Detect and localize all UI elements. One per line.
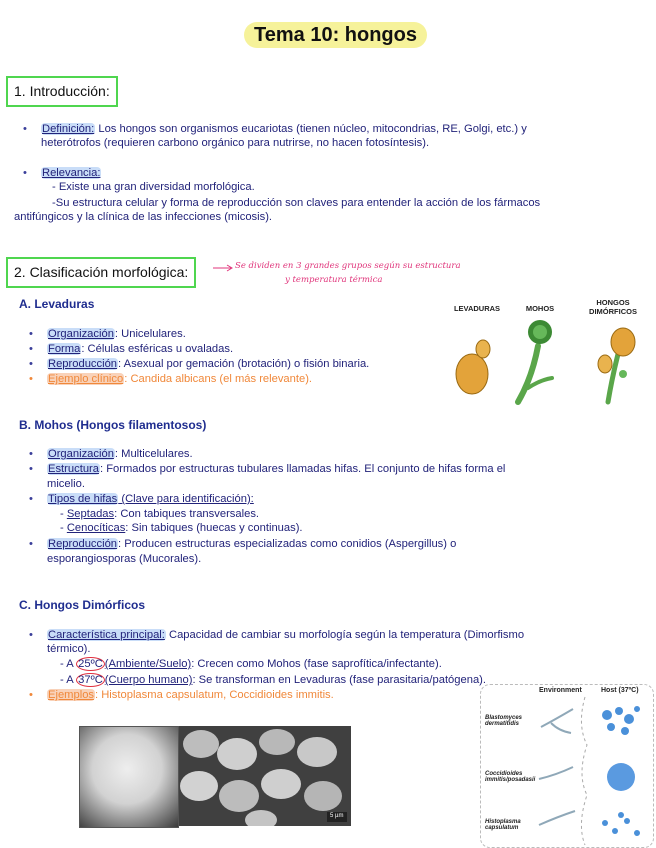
forma-text: : Células esféricas u ovaladas. <box>81 343 234 355</box>
dimorficos-ejemplos <box>29 688 334 703</box>
cenociticas-text: : Sin tabiques (huecas y continuas). <box>125 522 303 534</box>
t25-text: : Crecen como Mohos (fase saprofítica/infectante). <box>191 658 442 670</box>
hifas-septadas: - Septadas: Con tabiques transversales. <box>60 508 260 520</box>
bullet-icon: • <box>29 493 33 505</box>
t37-prefix: - A <box>60 674 77 686</box>
cenociticas-label: Cenocíticas <box>66 522 126 534</box>
diagram-col-host: Host (37ºC) <box>601 687 639 694</box>
levaduras-heading: A. Levaduras <box>19 297 95 311</box>
relevance-line-2: -Su estructura celular y forma de reproducción son claves para entender la acción de los fármacos <box>52 197 541 209</box>
bullet-icon: • <box>29 358 33 370</box>
bullet-icon: • <box>29 629 33 641</box>
bullet-icon: • <box>23 167 27 179</box>
relevance-label: Relevancia: <box>42 167 101 179</box>
bullet-icon: • <box>29 689 33 701</box>
clasif-heading: 2. Clasificación morfológica: <box>6 257 196 288</box>
estructura-label: Estructura <box>48 463 99 475</box>
diagram-row3-a: Histoplasma <box>485 819 521 825</box>
mohos-estructura <box>29 462 607 477</box>
relevance-line-3: antifúngicos y la clínica de las infecciones (micosis). <box>14 211 273 223</box>
diagram-row2-b: immitis/posadasii <box>485 777 536 783</box>
hyphae-icon <box>539 709 575 825</box>
ejemplos-text: : Histoplasma capsulatum, Coccidioides immitis. <box>95 689 334 701</box>
organizacion-text: : Multicelulares. <box>114 448 193 460</box>
bullet-icon: • <box>23 123 27 135</box>
reproduccion-label: Reproducción <box>48 358 118 370</box>
figure-label-levaduras: LEVADURAS <box>453 304 501 313</box>
levaduras-forma <box>29 342 234 357</box>
mold-icon <box>518 320 552 402</box>
septadas-label: Septadas <box>66 508 115 520</box>
scale-bar-label: 5 µm <box>330 813 344 819</box>
yeast-icon <box>456 340 490 394</box>
diagram-graphics <box>481 685 653 847</box>
bullet-icon: • <box>29 448 33 460</box>
dimorficos-25c <box>60 657 442 672</box>
handwritten-note-2: y temperatura térmica <box>285 275 383 285</box>
reproduccion-text: : Producen estructuras especializadas como conidios (Aspergillus) o <box>118 538 457 550</box>
septadas-text: : Con tabiques transversales. <box>114 508 260 520</box>
caracteristica-label: Característica principal: <box>48 629 165 641</box>
dimorficos-37c <box>60 673 486 688</box>
t37-text: : Se transforman en Levaduras (fase parasitaria/patógena). <box>192 674 486 686</box>
ejemplo-text: : Candida albicans (el más relevante). <box>124 373 313 385</box>
figure-label-dimorficos-1: HONGOS <box>596 298 630 307</box>
levaduras-ejemplo <box>29 372 313 387</box>
diagram-row2-a: Coccidioides <box>485 771 523 777</box>
estructura-text: : Formados por estructuras tubulares llamadas hifas. El conjunto de hifas forma el <box>99 463 506 475</box>
bullet-icon: • <box>29 373 33 385</box>
tipos-label: Tipos de hifas <box>48 493 118 505</box>
relevance-line-1: - Existe una gran diversidad morfológica. <box>52 181 255 193</box>
estructura-text-2: micelio. <box>47 478 85 490</box>
mohos-heading: B. Mohos (Hongos filamentosos) <box>19 418 207 432</box>
yeast-colony-photo <box>79 726 179 828</box>
intro-relevance <box>23 166 101 181</box>
page-title: Tema 10: hongos <box>244 22 427 48</box>
diagram-row3-b: capsulatum <box>485 825 519 831</box>
dimorficos-heading: C. Hongos Dimórficos <box>19 598 146 612</box>
reproduccion-text-2: esporangiosporas (Mucorales). <box>47 553 202 565</box>
tipos-text: (Clave para identificación): <box>118 493 254 505</box>
bullet-icon: • <box>29 538 33 550</box>
levaduras-organizacion <box>29 327 186 342</box>
mohos-tipos-hifas <box>29 492 254 507</box>
figure-label-dimorficos <box>578 298 648 316</box>
definition-text: Los hongos son organismos eucariotas (tienen núcleo, mitocondrias, RE, Golgi, etc.) y <box>95 123 527 135</box>
fungi-illustration <box>440 318 650 408</box>
diagram-row1-a: Blastomyces <box>485 715 523 721</box>
reproduccion-text: : Asexual por gemación (brotación) o fisión binaria. <box>118 358 370 370</box>
dimorphic-icon <box>598 328 635 402</box>
t25-prefix: - A <box>60 658 77 670</box>
forma-label: Forma <box>48 343 81 355</box>
dimorphism-diagram <box>480 684 654 848</box>
mohos-organizacion <box>29 447 193 462</box>
reproduccion-label: Reproducción <box>48 538 118 550</box>
bullet-icon: • <box>29 328 33 340</box>
dimorficos-caracteristica <box>29 628 607 643</box>
t25-label: (Ambiente/Suelo) <box>104 658 192 670</box>
definition-text-2: heterótrofos (requieren carbono orgánico para nutrirse, no hacen fotosíntesis). <box>41 137 430 149</box>
organizacion-text: : Unicelulares. <box>114 328 186 340</box>
bullet-icon: • <box>29 463 33 475</box>
t37-temperature: 37ºC <box>78 674 103 686</box>
bullet-icon: • <box>29 343 33 355</box>
organizacion-label: Organización <box>48 328 114 340</box>
yeast-micrograph-photo <box>179 726 351 826</box>
diagram-col-environment: Environment <box>539 687 582 694</box>
ejemplos-label: Ejemplos <box>48 689 95 701</box>
hifas-cenociticas: - Cenocíticas: Sin tabiques (huecas y continuas). <box>60 522 303 534</box>
diagram-row1-b: dermatitidis <box>485 721 520 727</box>
yeast-cells-icon <box>602 706 640 836</box>
definition-label: Definición: <box>42 123 95 135</box>
t25-temperature: 25ºC <box>78 658 103 670</box>
ejemplo-label: Ejemplo clínico <box>48 373 124 385</box>
micrograph-cells <box>179 726 351 826</box>
levaduras-reproduccion <box>29 357 370 372</box>
intro-heading: 1. Introducción: <box>6 76 118 107</box>
figure-label-mohos: MOHOS <box>525 304 555 313</box>
caracteristica-text-2: térmico). <box>47 643 91 655</box>
organizacion-label: Organización <box>48 448 114 460</box>
arrow-icon <box>212 264 234 272</box>
mohos-reproduccion <box>29 537 607 552</box>
handwritten-note-1: Se dividen en 3 grandes grupos según su estructura <box>235 261 461 271</box>
intro-definition <box>23 122 641 137</box>
t37-label: (Cuerpo humano) <box>104 674 193 686</box>
caracteristica-text: Capacidad de cambiar su morfología según la temperatura (Dimorfismo <box>165 629 525 641</box>
figure-label-dimorficos-2: DIMÓRFICOS <box>589 307 637 316</box>
